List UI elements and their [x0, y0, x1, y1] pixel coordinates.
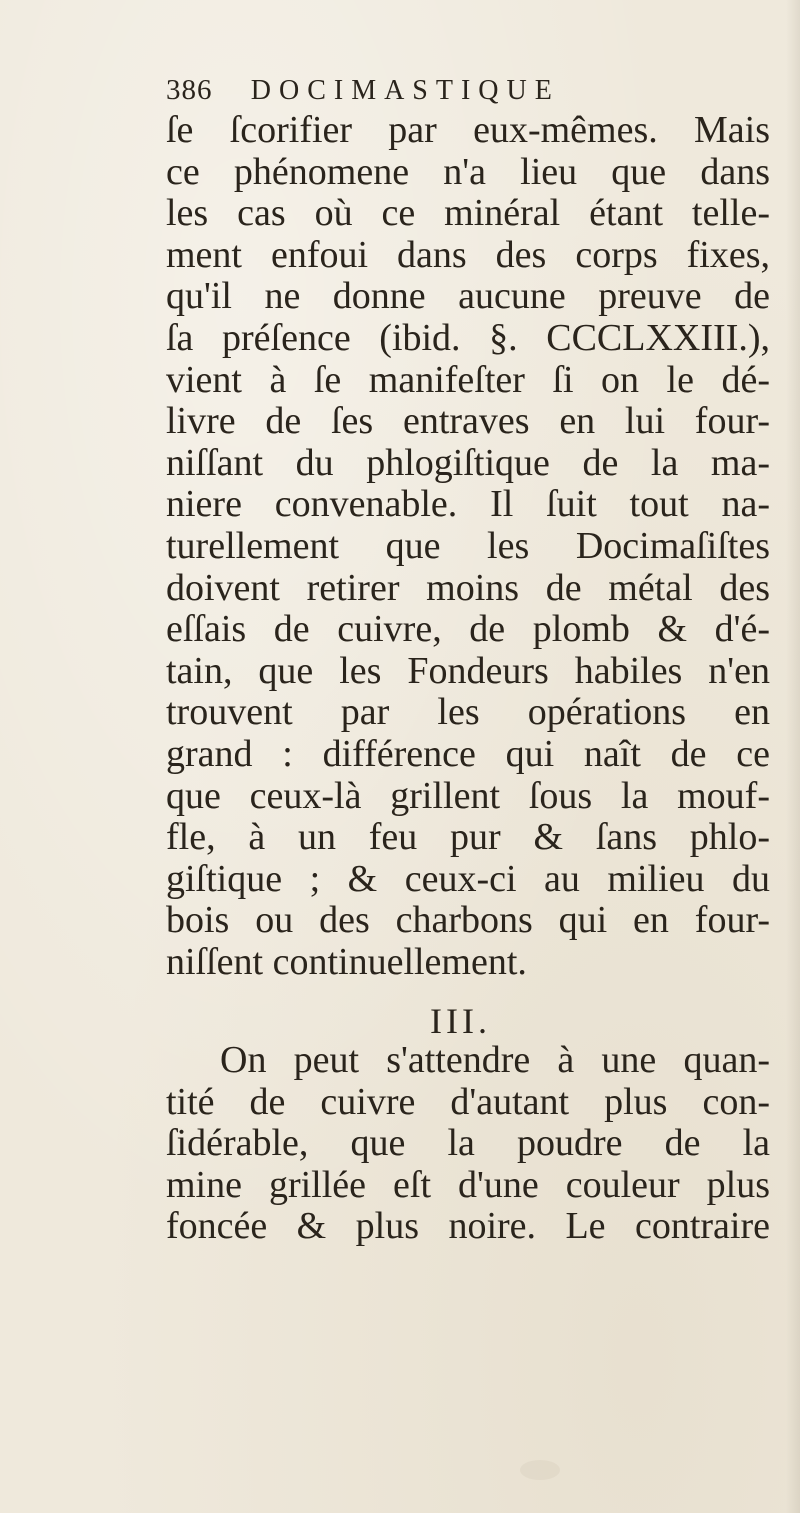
running-header [166, 74, 726, 114]
text-line: fle, à un feu pur & ſans phlo- [166, 816, 770, 859]
text-line: ſidérable, que la poudre de la [166, 1122, 770, 1165]
paragraph-2 [166, 1040, 770, 1248]
text-line: ſe ſcorifier par eux-mêmes. Mais [166, 109, 770, 151]
text-line: livre de ſes entraves en lui four- [166, 400, 770, 443]
text-line: On peut s'attendre à une quan- [220, 1039, 770, 1081]
text-line: giſtique ; & ceux-ci au milieu du [166, 857, 770, 900]
text-line: doivent retirer moins de métal des [166, 566, 770, 609]
page-number: 386 [166, 74, 213, 106]
text-line: niſſent continuellement. [166, 940, 527, 983]
text-line: les cas où ce minéral étant telle- [166, 192, 770, 235]
text-line: niere convenable. Il ſuit tout na- [166, 483, 770, 526]
text-line: trouvent par les opérations en [166, 691, 770, 734]
text-line: ſa préſence (ibid. §. CCCLXXIII.), [166, 316, 770, 359]
paragraph-1 [166, 110, 770, 983]
text-line: mine grillée eſt d'une couleur plus [166, 1163, 770, 1206]
text-line: foncée & plus noire. Le contraire [166, 1205, 770, 1248]
text-line: ce phénomene n'a lieu que dans [166, 150, 770, 193]
text-line: niſſant du phlogiſtique de la ma- [166, 441, 770, 484]
text-line: turellement que les Docimaſiſtes [166, 524, 770, 567]
text-line: qu'il ne donne aucune preuve de [166, 275, 770, 318]
text-line: grand : différence qui naît de ce [166, 732, 770, 775]
text-line: vient à ſe manifeſter ſi on le dé- [166, 358, 770, 401]
text-line: eſſais de cuivre, de plomb & d'é- [166, 608, 770, 651]
text-line: que ceux-là grillent ſous la mouf- [166, 774, 770, 817]
text-line: ment enfoui dans des corps fixes, [166, 233, 770, 276]
paper-stain [520, 1460, 560, 1480]
text-line: tain, que les Fondeurs habiles n'en [166, 649, 770, 692]
text-line: bois ou des charbons qui en four- [166, 899, 770, 942]
text-line: tité de cuivre d'autant plus con- [166, 1080, 770, 1123]
page-edge-shadow [786, 0, 800, 1513]
section-heading: III. [430, 1001, 491, 1041]
running-title: DOCIMASTIQUE [250, 75, 560, 106]
